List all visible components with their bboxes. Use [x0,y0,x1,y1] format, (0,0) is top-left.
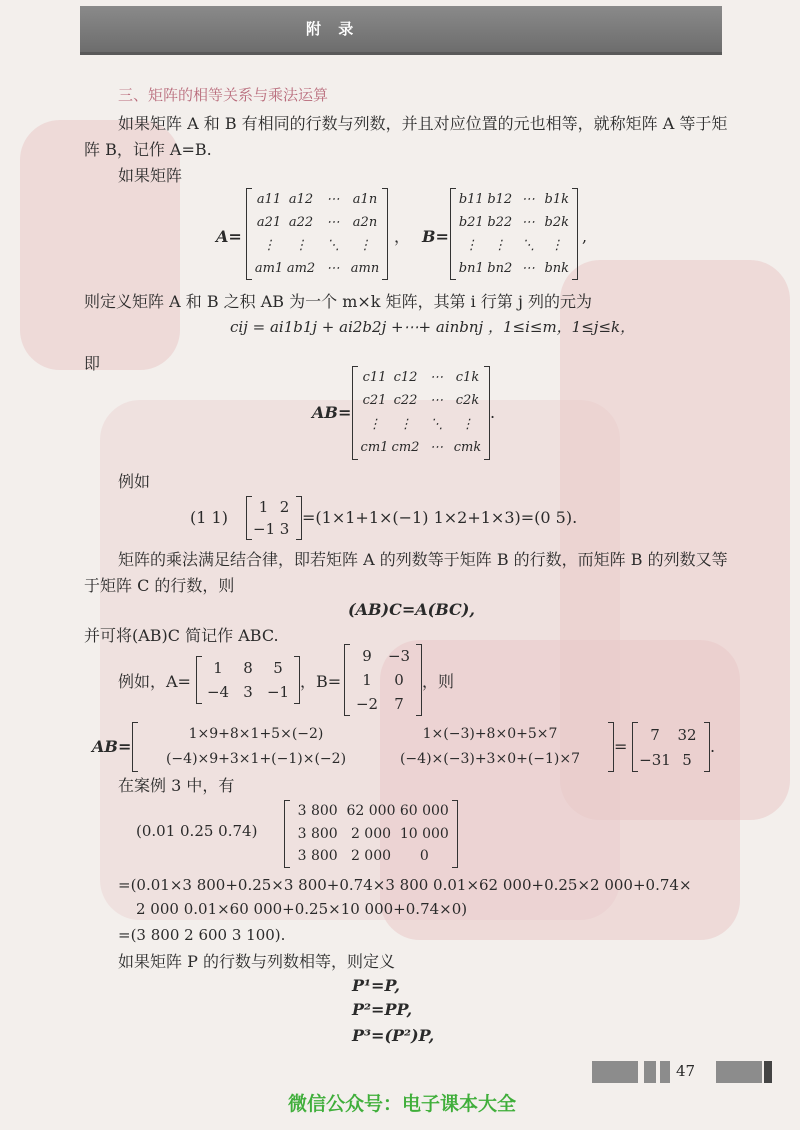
formula-c: cij = ai1b1j + ai2b2j +⋯+ ainbnj ，1≤i≤m，1≤j≤k， [230,318,636,336]
header-label: 附 录 [306,20,360,38]
matrix-cell: 8 [243,659,253,677]
matrix-cell: 1 [362,671,372,689]
power-line: P¹=P, [352,976,400,995]
power-line: P²=PP, [352,1000,413,1019]
case-row-vector: (0.01 0.25 0.74) [136,822,258,840]
matrix-cell: 1×9+8×1+5×(−2) [188,726,324,743]
matrix-cell: 9 [362,647,372,665]
matrix-cell: −2 [355,695,379,713]
associative-law: (AB)C=A(BC), [348,600,475,619]
paragraph-line: 并可将(AB)C 简记作 ABC. [84,626,279,645]
matrix-cell: 2 000 [350,848,392,865]
matrix-cell: 1×(−3)+8×0+5×7 [422,726,558,743]
case-line: 2 000 0.01×60 000+0.25×10 000+0.74×0) [136,900,468,918]
case-matrix [284,800,458,868]
example2-mid: ，B= [300,672,342,691]
matrix-cell: 60 000 [399,802,449,819]
matrix-cell: a21 [256,214,282,230]
matrix-cell: ⋯ [521,260,535,276]
matrix-cell: 7 [650,725,660,744]
matrix-cell: amn [350,260,380,276]
case-line: =(3 800 2 600 3 100). [118,926,286,944]
example2-matrix-a [196,656,300,704]
matrix-cell: 2 000 [350,825,392,842]
matrix-cell: −4 [206,683,230,701]
paragraph-line: 即 [84,354,101,373]
matrix-cell: am1 [254,260,284,276]
example2-result-matrix [632,722,710,772]
matrix-cell: (−4)×9+3×1+(−1)×(−2) [165,751,347,768]
case-line: =(0.01×3 800+0.25×3 800+0.74×3 800 0.01×62 000+0.25×2 000+0.74× [118,876,692,894]
matrix-cell: ⋱ [521,237,535,253]
paragraph-line: 于矩阵 C 的行数，则 [84,576,235,595]
matrix-cell: 0 [419,848,429,865]
matrix-cell: ⋮ [464,237,478,253]
paragraph-line: 则定义矩阵 A 和 B 之积 AB 为一个 m×k 矩阵，其第 i 行第 j 列的元为 [84,292,593,311]
example-result: =(1×1+1×(−1) 1×2+1×3)=(0 5). [302,508,578,527]
matrix-ab [352,366,490,460]
matrix-a-label: A= [216,227,242,246]
matrix-cell: 2 [279,498,290,516]
matrix-cell: a12 [288,191,314,207]
matrix-cell: ⋯ [521,214,535,230]
matrix-cell: ⋱ [326,237,340,253]
matrix-cell: 10 000 [399,825,449,842]
matrix-cell: b22 [487,214,513,230]
matrix-cell: b1k [544,191,569,207]
matrix-cell: ⋮ [550,237,564,253]
matrix-cell: cm2 [391,440,420,456]
example2-ab-label: AB= [92,737,132,756]
paragraph-line: 如果矩阵 P 的行数与列数相等，则定义 [118,952,395,971]
matrix-cell: −1 [253,520,276,538]
paragraph-line: 如果矩阵 A 和 B 有相同的行数与列数，并且对应位置的元也相等，就称矩阵 A 等于矩 [118,114,728,133]
example2-ab-matrix [132,722,614,772]
matrix-cell: ⋯ [430,440,443,456]
matrix-cell: 32 [677,725,697,744]
footer-decoration [592,1061,638,1083]
matrix-cell: 3 800 [297,848,338,865]
matrix-cell: ⋯ [326,191,340,207]
example2-prefix: 例如，A= [118,672,191,691]
matrix-cell: ⋮ [358,237,372,253]
matrix-cell: am2 [286,260,316,276]
matrix-cell: ⋯ [430,369,443,385]
paragraph-line: 如果矩阵 [118,166,183,185]
matrix-cell: ⋯ [326,214,340,230]
comma: , [582,227,588,246]
power-line: P³=(P²)P, [352,1026,435,1045]
matrix-cell: a2n [352,214,378,230]
matrix-cell: 3 [279,520,290,538]
paragraph-line: 例如 [118,472,151,491]
example2-suffix: ，则 [422,672,455,691]
matrix-cell: 0 [394,671,404,689]
matrix-cell: ⋮ [399,416,412,432]
matrix-cell: bn1 [458,260,484,276]
matrix-cell: c11 [362,369,387,385]
matrix-ab-label: AB= [312,403,352,422]
paragraph-line: 在案例 3 中，有 [118,776,235,795]
footer-decoration [644,1061,656,1083]
matrix-cell: 62 000 [346,802,396,819]
paragraph-line: 阵 B，记作 A=B. [84,140,212,159]
example-matrix [246,496,302,540]
watermark: 微信公众号：电子课本大全 [288,1093,517,1115]
matrix-cell: ⋮ [294,237,308,253]
matrix-cell: −1 [266,683,290,701]
matrix-cell: (−4)×(−3)+3×0+(−1)×7 [399,751,581,768]
period: . [710,737,716,756]
matrix-b [450,188,578,280]
matrix-cell: cmk [453,440,482,456]
page-number: 47 [676,1062,696,1080]
section-title: 三、矩阵的相等关系与乘法运算 [118,86,329,104]
matrix-cell: ⋯ [326,260,340,276]
matrix-cell: a22 [288,214,314,230]
matrix-cell: ⋯ [521,191,535,207]
matrix-cell: c2k [455,393,480,409]
matrix-cell: 1 [258,498,269,516]
comma: ， [394,227,411,246]
matrix-cell: 5 [682,750,692,769]
matrix-cell: 3 [243,683,253,701]
matrix-cell: 1 [213,659,223,677]
matrix-cell: −3 [387,647,411,665]
matrix-cell: ⋱ [430,416,443,432]
matrix-cell: −31 [639,750,671,769]
matrix-cell: ⋮ [493,237,507,253]
matrix-cell: 3 800 [297,802,338,819]
matrix-cell: ⋮ [461,416,474,432]
matrix-cell: c12 [393,369,418,385]
matrix-cell: b11 [458,191,484,207]
matrix-cell: c22 [393,393,418,409]
period: . [490,403,496,422]
page-header [80,6,722,55]
paragraph-line: 矩阵的乘法满足结合律，即若矩阵 A 的列数等于矩阵 B 的行数，而矩阵 B 的列数又等 [118,550,728,569]
example-row-vector: (1 1) [190,508,228,527]
matrix-cell: b12 [487,191,513,207]
footer-decoration [764,1061,772,1083]
matrix-cell: a11 [256,191,282,207]
matrix-cell: ⋯ [430,393,443,409]
matrix-cell: a1n [352,191,378,207]
matrix-cell: ⋮ [368,416,381,432]
matrix-a [246,188,388,280]
matrix-cell: bnk [544,260,570,276]
matrix-cell: c1k [455,369,480,385]
matrix-cell: ⋮ [262,237,276,253]
matrix-cell: cm1 [360,440,389,456]
equals: = [614,737,628,756]
footer-decoration [660,1061,670,1083]
matrix-cell: b2k [544,214,569,230]
matrix-cell: b21 [458,214,484,230]
example2-matrix-b [344,644,422,716]
matrix-b-label: B= [422,227,449,246]
matrix-cell: 5 [273,659,283,677]
matrix-cell: bn2 [487,260,513,276]
matrix-cell: 7 [394,695,404,713]
footer-decoration [716,1061,762,1083]
matrix-cell: 3 800 [297,825,338,842]
matrix-cell: c21 [362,393,387,409]
